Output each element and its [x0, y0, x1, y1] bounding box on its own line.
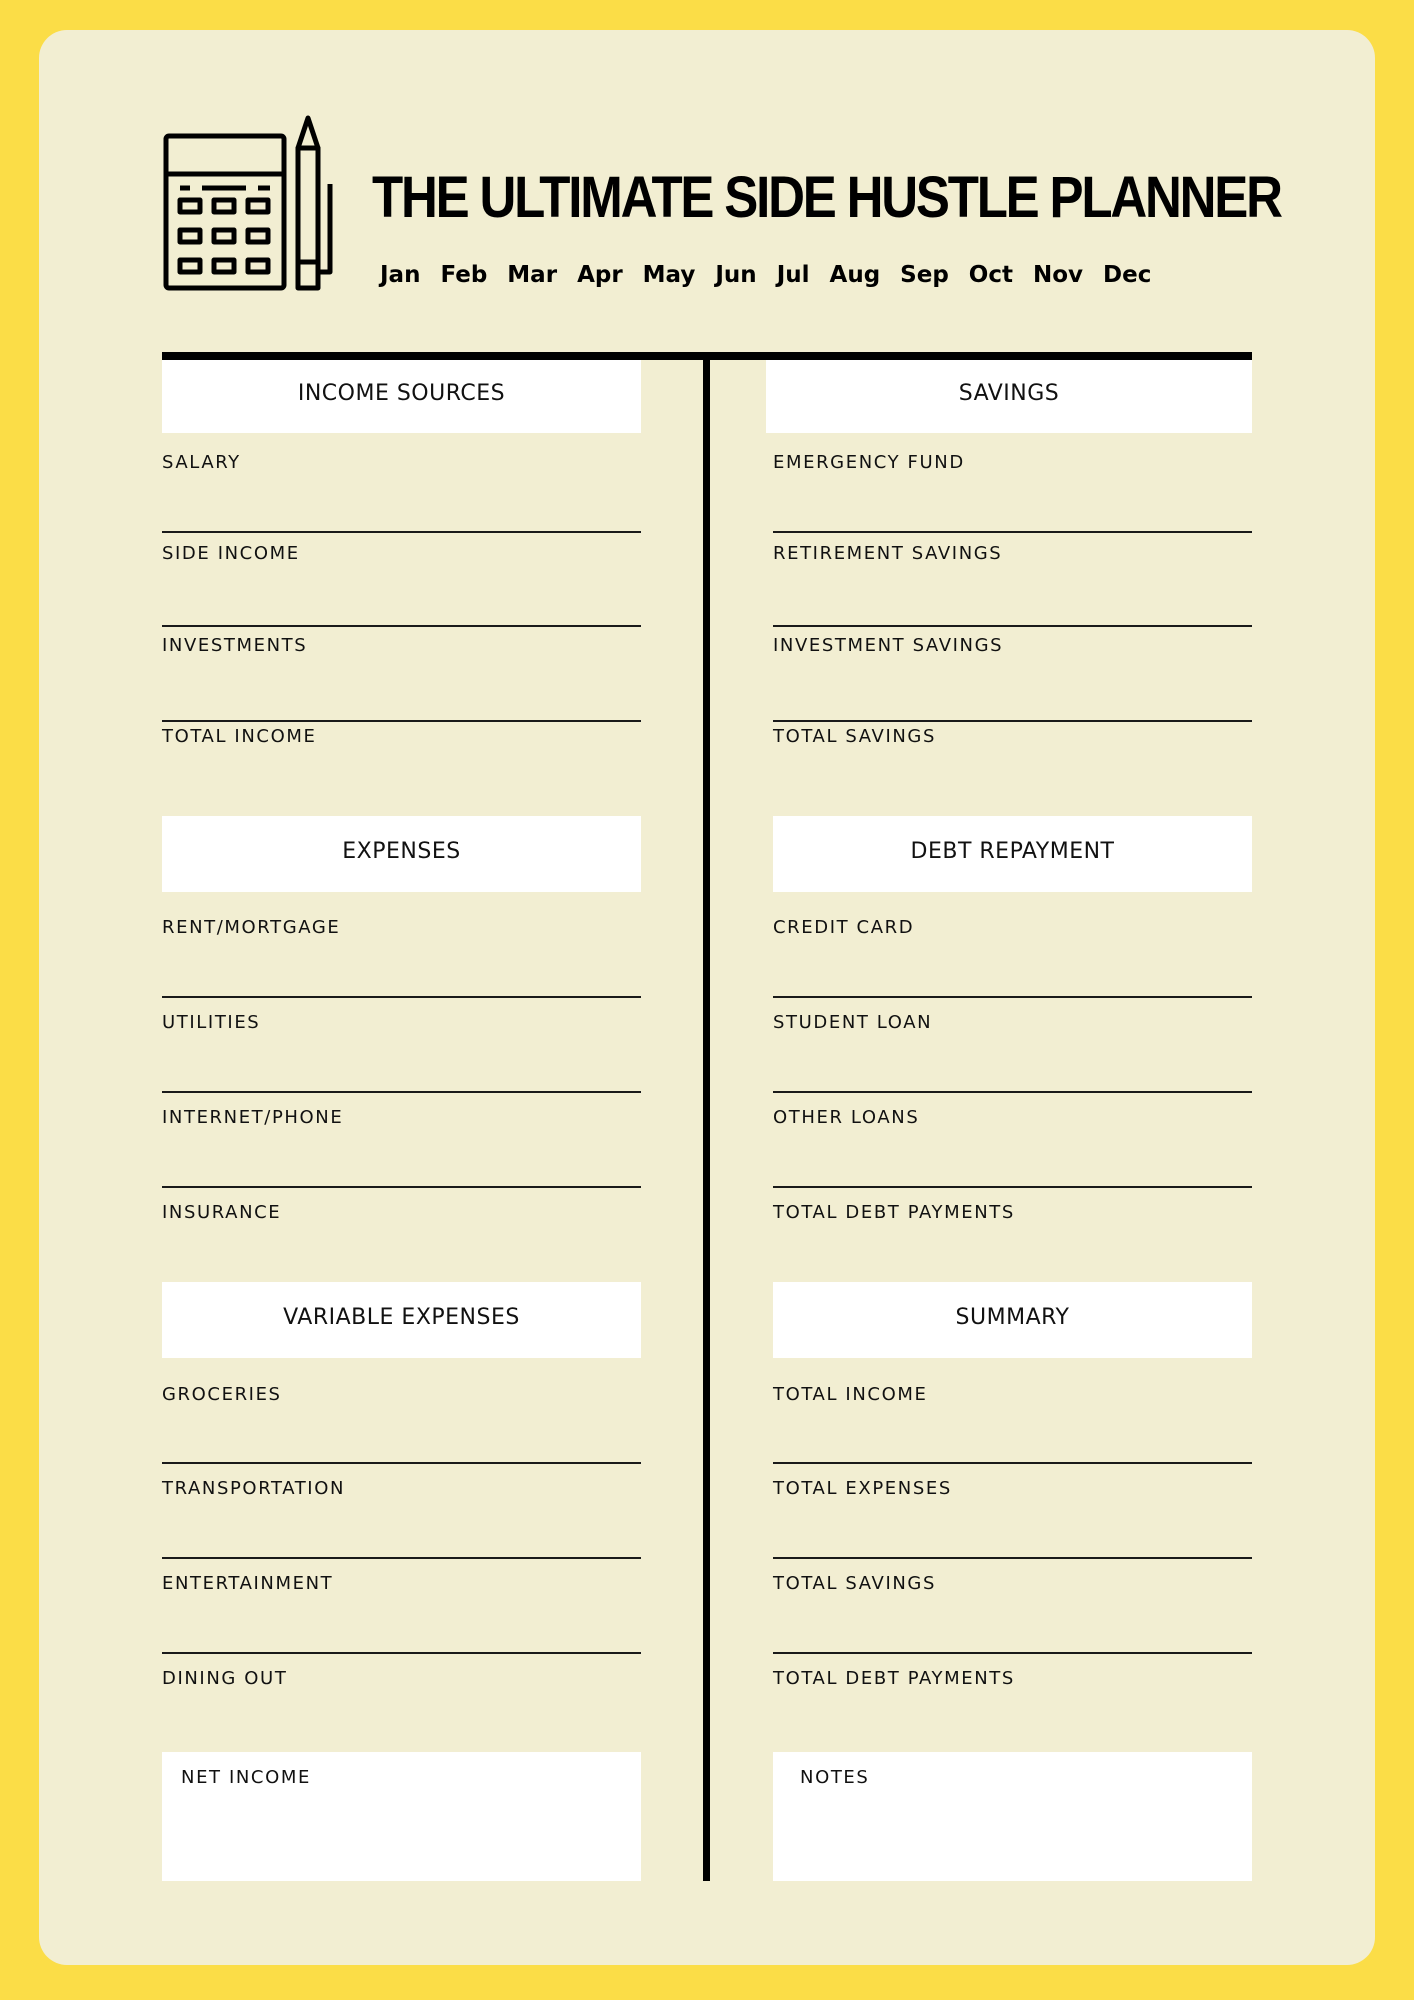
field-line-transportation[interactable]	[162, 1557, 641, 1559]
field-line-groceries[interactable]	[162, 1462, 641, 1464]
month-list	[380, 262, 1171, 288]
field-label-retirement-savings: RETIREMENT SAVINGS	[773, 543, 1003, 564]
field-label-rent-mortgage: RENT/MORTGAGE	[162, 917, 341, 938]
field-line-investment-savings[interactable]	[773, 720, 1252, 722]
section-header-debt: DEBT REPAYMENT	[773, 816, 1252, 892]
field-label-student-loan: STUDENT LOAN	[773, 1012, 933, 1033]
field-line-salary[interactable]	[162, 531, 641, 533]
field-label-credit-card: CREDIT CARD	[773, 917, 915, 938]
summary-label-total-income: TOTAL INCOME	[773, 1384, 928, 1405]
field-label-dining-out: DINING OUT	[162, 1668, 288, 1689]
month-jul[interactable]: Jul	[776, 262, 810, 288]
field-label-investment-savings: INVESTMENT SAVINGS	[773, 635, 1004, 656]
field-label-internet-phone: INTERNET/PHONE	[162, 1107, 344, 1128]
section-header-income: INCOME SOURCES	[162, 360, 641, 433]
net-income-label: NET INCOME	[181, 1767, 311, 1788]
field-label-investments: INVESTMENTS	[162, 635, 308, 656]
field-line-student-loan[interactable]	[773, 1091, 1252, 1093]
month-aug[interactable]: Aug	[829, 262, 881, 288]
field-label-side-income: SIDE INCOME	[162, 543, 300, 564]
field-line-other-loans[interactable]	[773, 1186, 1252, 1188]
month-may[interactable]: May	[642, 262, 696, 288]
field-line-utilities[interactable]	[162, 1091, 641, 1093]
month-mar[interactable]: Mar	[507, 262, 558, 288]
summary-line-total-income[interactable]	[773, 1462, 1252, 1464]
field-line-internet-phone[interactable]	[162, 1186, 641, 1188]
summary-label-total-expenses: TOTAL EXPENSES	[773, 1478, 952, 1499]
field-label-other-loans: OTHER LOANS	[773, 1107, 920, 1128]
field-line-rent-mortgage[interactable]	[162, 996, 641, 998]
field-label-emergency-fund: EMERGENCY FUND	[773, 452, 965, 473]
month-dec[interactable]: Dec	[1103, 262, 1152, 288]
field-line-emergency-fund[interactable]	[773, 531, 1252, 533]
field-label-transportation: TRANSPORTATION	[162, 1478, 346, 1499]
field-label-total-debt-payments: TOTAL DEBT PAYMENTS	[773, 1202, 1015, 1223]
summary-label-total-debt-payments: TOTAL DEBT PAYMENTS	[773, 1668, 1015, 1689]
field-label-total-savings: TOTAL SAVINGS	[773, 726, 937, 747]
field-line-investments[interactable]	[162, 720, 641, 722]
summary-line-total-savings[interactable]	[773, 1652, 1252, 1654]
field-line-credit-card[interactable]	[773, 996, 1252, 998]
month-nov[interactable]: Nov	[1032, 262, 1084, 288]
field-line-entertainment[interactable]	[162, 1652, 641, 1654]
month-sep[interactable]: Sep	[900, 262, 949, 288]
month-feb[interactable]: Feb	[440, 262, 488, 288]
month-apr[interactable]: Apr	[577, 262, 623, 288]
field-label-entertainment: ENTERTAINMENT	[162, 1573, 334, 1594]
top-divider	[162, 352, 1252, 360]
calculator-pencil-icon	[162, 112, 334, 292]
field-line-side-income[interactable]	[162, 625, 641, 627]
month-jan[interactable]: Jan	[380, 262, 421, 288]
summary-line-total-expenses[interactable]	[773, 1557, 1252, 1559]
field-label-utilities: UTILITIES	[162, 1012, 261, 1033]
month-oct[interactable]: Oct	[968, 262, 1013, 288]
field-label-groceries: GROCERIES	[162, 1384, 282, 1405]
field-label-insurance: INSURANCE	[162, 1202, 282, 1223]
field-label-total-income: TOTAL INCOME	[162, 726, 317, 747]
section-header-expenses: EXPENSES	[162, 816, 641, 892]
summary-label-total-savings: TOTAL SAVINGS	[773, 1573, 937, 1594]
section-header-savings: SAVINGS	[766, 360, 1252, 433]
field-label-salary: SALARY	[162, 452, 241, 473]
field-line-retirement-savings[interactable]	[773, 625, 1252, 627]
section-header-summary: SUMMARY	[773, 1282, 1252, 1358]
notes-label: NOTES	[800, 1767, 870, 1788]
section-header-variable-expenses: VARIABLE EXPENSES	[162, 1282, 641, 1358]
center-divider	[703, 360, 710, 1881]
page-title: THE ULTIMATE SIDE HUSTLE PLANNER	[372, 165, 1281, 230]
month-jun[interactable]: Jun	[715, 262, 757, 288]
